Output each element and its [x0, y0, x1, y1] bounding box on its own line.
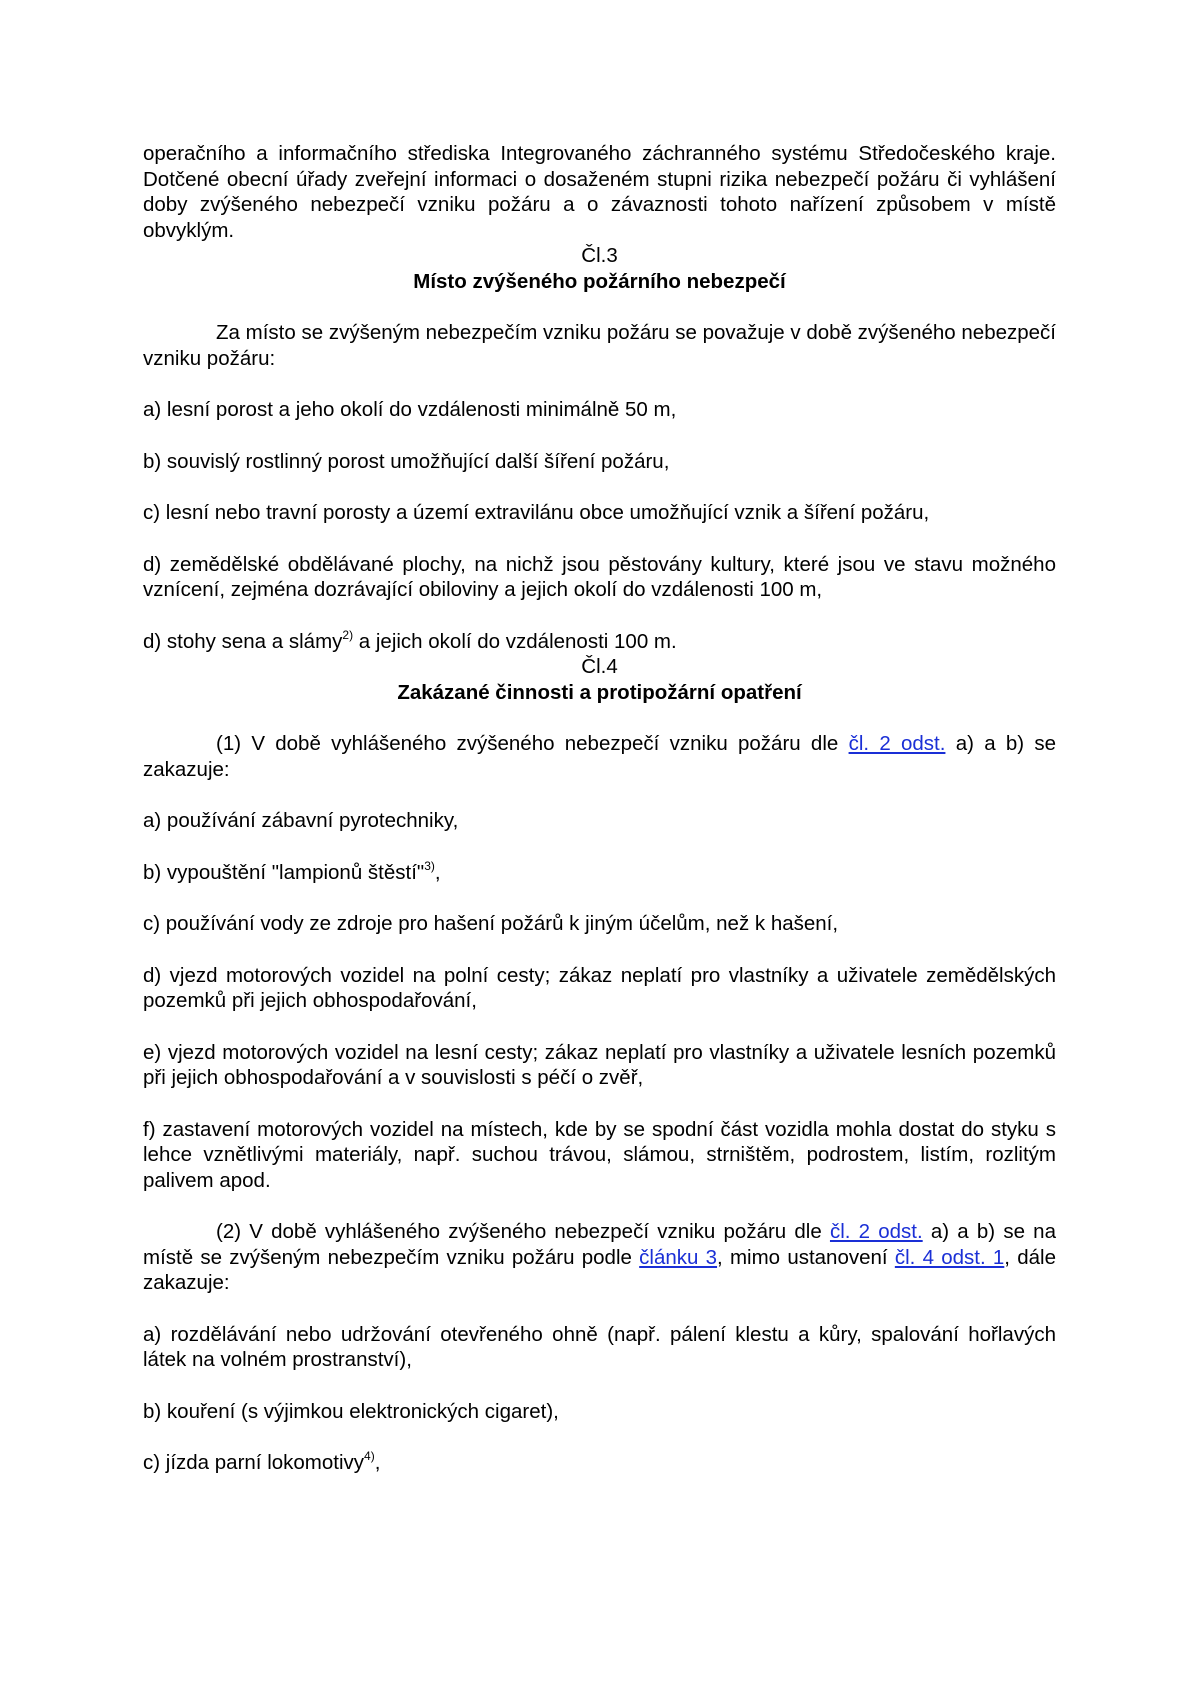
article-4-item-b: [143, 860, 1056, 886]
item-text: ,: [374, 1451, 381, 1474]
paragraph-text: a) a b) se na místě se zvýšeným nebezpečím vzniku požáru podle: [143, 1220, 1056, 1269]
link-cl-2-odst[interactable]: čl. 2 odst.: [829, 1220, 923, 1243]
article-3-item-b: b) souvislý rostlinný porost umožňující další šíření požáru,: [143, 449, 670, 473]
item-text: a jejich okolí do vzdálenosti 100 m.: [353, 629, 677, 653]
article-4-item-e: e) vjezd motorových vozidel na lesní cesty; zákaz neplatí pro vlastníky a uživatele lesních pozemků při jejich obhospodařování a v souvislosti s péčí o zvěř,: [143, 1040, 1056, 1089]
intro-paragraph: operačního a informačního střediska Integrovaného záchranného systému Středočeského kraje. Dotčené obecní úřady zveřejní informaci o dosaženém stupni rizika nebezpečí požáru či vyhlášení doby zvýšeného nebezpečí vzniku požáru a o závaznosti tohoto nařízení způsobem v místě obvyklým.: [143, 142, 1056, 242]
article-4-paragraph-2: [143, 1219, 1056, 1296]
footnote-ref: 4): [364, 1449, 375, 1463]
article-4-item-d: d) vjezd motorových vozidel na polní cesty; zákaz neplatí pro vlastníky a uživatele zemědělských pozemků při jejich obhospodařování,: [143, 963, 1056, 1012]
link-cl-4-odst-1[interactable]: čl. 4 odst. 1: [894, 1245, 1005, 1269]
article-4-item-c: c) používání vody ze zdroje pro hašení požárů k jiným účelům, než k hašení,: [143, 912, 839, 935]
document-page: [143, 141, 1056, 1476]
article-3-item-d2: [143, 629, 1056, 655]
paragraph-text: (1) V době vyhlášeného zvýšeného nebezpečí vzniku požáru dle: [216, 732, 849, 755]
article-4-2-item-c: [143, 1450, 1056, 1476]
item-text: ,: [434, 860, 441, 884]
article-4-2-item-a: a) rozdělávání nebo udržování otevřeného ohně (např. pálení klestu a kůry, spalování hořlavých látek na volném prostranství),: [143, 1322, 1056, 1371]
article-3-item-d1: d) zemědělské obdělávané plochy, na nichž jsou pěstovány kultury, které jsou ve stavu možného vznícení, zejména dozrávající obiloviny a jejich okolí do vzdálenosti 100 m,: [143, 552, 1056, 601]
link-clanku-3[interactable]: článku 3: [639, 1245, 718, 1269]
paragraph-text: , mimo ustanovení: [717, 1245, 895, 1269]
article-3-number: Čl.3: [581, 244, 618, 267]
article-3-title: Místo zvýšeného požárního nebezpečí: [413, 269, 786, 293]
footnote-ref: 3): [424, 858, 435, 873]
footnote-ref: 2): [342, 627, 354, 642]
paragraph-text: , dále zakazuje:: [143, 1245, 1056, 1294]
item-text: d) stohy sena a slámy: [143, 629, 343, 653]
article-4-item-f: f) zastavení motorových vozidel na místech, kde by se spodní část vozidla mohla dostat do styku s lehce vznětlivými materiály, např. suchou trávou, slámou, strništěm, podrostem, listím, rozlitým palivem apod.: [143, 1117, 1056, 1192]
article-4-2-item-b: b) kouření (s výjimkou elektronických cigaret),: [143, 1399, 559, 1423]
article-4-number: Čl.4: [581, 655, 618, 678]
article-4-item-a: a) používání zábavní pyrotechniky,: [143, 809, 459, 832]
item-text: c) jízda parní lokomotivy: [143, 1451, 365, 1474]
paragraph-text: (2) V době vyhlášeného zvýšeného nebezpečí vzniku požáru dle: [216, 1220, 830, 1243]
article-3-lead: Za místo se zvýšeným nebezpečím vzniku požáru se považuje v době zvýšeného nebezpečí vzniku požáru:: [143, 321, 1056, 370]
link-cl-2-odst[interactable]: čl. 2 odst.: [848, 732, 946, 755]
item-text: b) vypouštění "lampionů štěstí": [143, 860, 425, 884]
article-4-paragraph-1: [143, 731, 1056, 782]
article-3-item-c: c) lesní nebo travní porosty a území extravilánu obce umožňující vznik a šíření požáru,: [143, 501, 930, 524]
paragraph-text: a) a b) se zakazuje:: [143, 732, 1056, 781]
article-4-title: Zakázané činnosti a protipožární opatření: [397, 680, 802, 704]
article-3-item-a: a) lesní porost a jeho okolí do vzdálenosti minimálně 50 m,: [143, 398, 677, 421]
